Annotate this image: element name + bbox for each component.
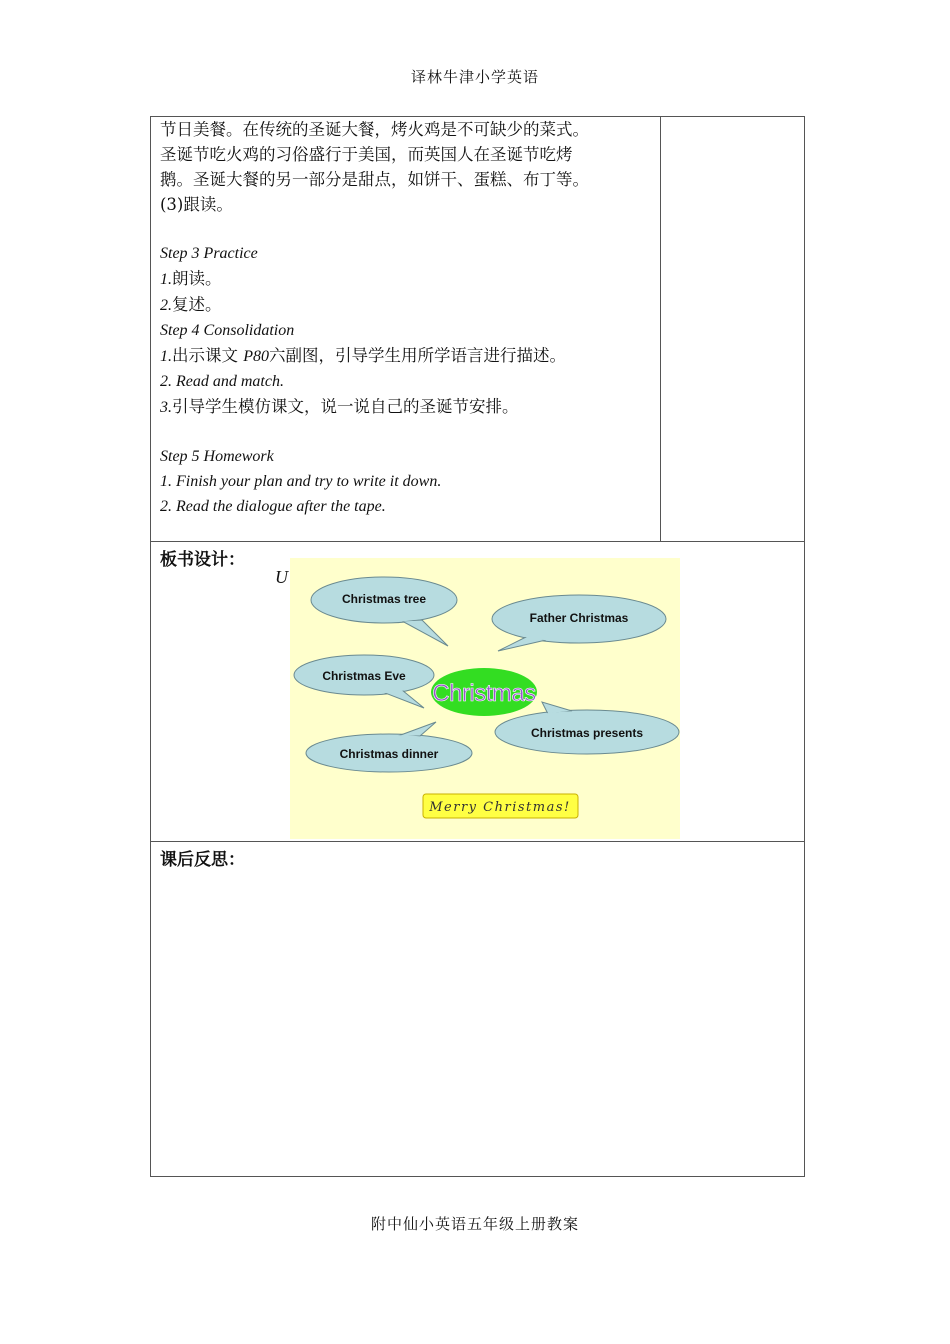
greeting-text: Merry Christmas! xyxy=(429,800,571,815)
process-line: (3)跟读。 xyxy=(160,195,233,214)
process-line: 鹅。圣诞大餐的另一部分是甜点，如饼干、蛋糕、布丁等。 xyxy=(160,170,589,189)
bubble-christmas-tree xyxy=(311,577,457,646)
board-design-image xyxy=(290,558,680,839)
mind-map xyxy=(290,558,680,839)
bubble-label: Father Christmas xyxy=(529,611,629,626)
center-word: Christmas xyxy=(432,680,536,707)
reflection-label: 课后反思： xyxy=(160,850,245,870)
step5-title: Step 5 Homework xyxy=(160,448,274,465)
teaching-process-cell xyxy=(160,117,655,519)
bubble-christmas-eve xyxy=(294,655,434,708)
bubble-label: Christmas presents xyxy=(530,726,644,741)
bubble-label: Christmas dinner xyxy=(339,747,439,762)
board-title-fragment: U xyxy=(275,567,288,587)
step4-item: 1.出示课文 P80六副图，引导学生用所学语言进行描述。 xyxy=(160,346,567,365)
board-design-label: 板书设计： xyxy=(160,550,245,570)
step3-item: 1.朗读。 xyxy=(160,269,222,288)
bubble-label: Christmas Eve xyxy=(322,669,406,684)
lesson-plan-table xyxy=(150,116,805,1177)
step5-item: 1. Finish your plan and try to write it down. xyxy=(160,473,442,490)
process-line: 节日美餐。在传统的圣诞大餐，烤火鸡是不可缺少的菜式。 xyxy=(160,120,589,139)
page-header: 译林牛津小学英语 xyxy=(410,68,539,86)
process-line: 圣诞节吃火鸡的习俗盛行于美国，而英国人在圣诞节吃烤 xyxy=(160,145,573,164)
bubble-christmas-dinner xyxy=(306,722,472,772)
bubble-christmas-presents xyxy=(495,702,679,754)
row-divider xyxy=(151,841,804,842)
center-christmas xyxy=(431,668,537,716)
page-footer: 附中仙小英语五年级上册教案 xyxy=(370,1215,579,1233)
step4-item: 3.引导学生模仿课文，说一说自己的圣诞节安排。 xyxy=(160,397,519,416)
step3-title: Step 3 Practice xyxy=(160,245,258,262)
step4-item: 2. Read and match. xyxy=(160,373,284,390)
column-divider xyxy=(660,117,661,541)
merry-christmas-box xyxy=(423,794,578,818)
step3-item: 2.复述。 xyxy=(160,295,222,314)
step4-title: Step 4 Consolidation xyxy=(160,322,295,339)
bubble-father-christmas xyxy=(492,595,666,651)
row-divider xyxy=(151,541,804,542)
step5-item: 2. Read the dialogue after the tape. xyxy=(160,498,386,515)
bubble-label: Christmas tree xyxy=(341,592,427,607)
